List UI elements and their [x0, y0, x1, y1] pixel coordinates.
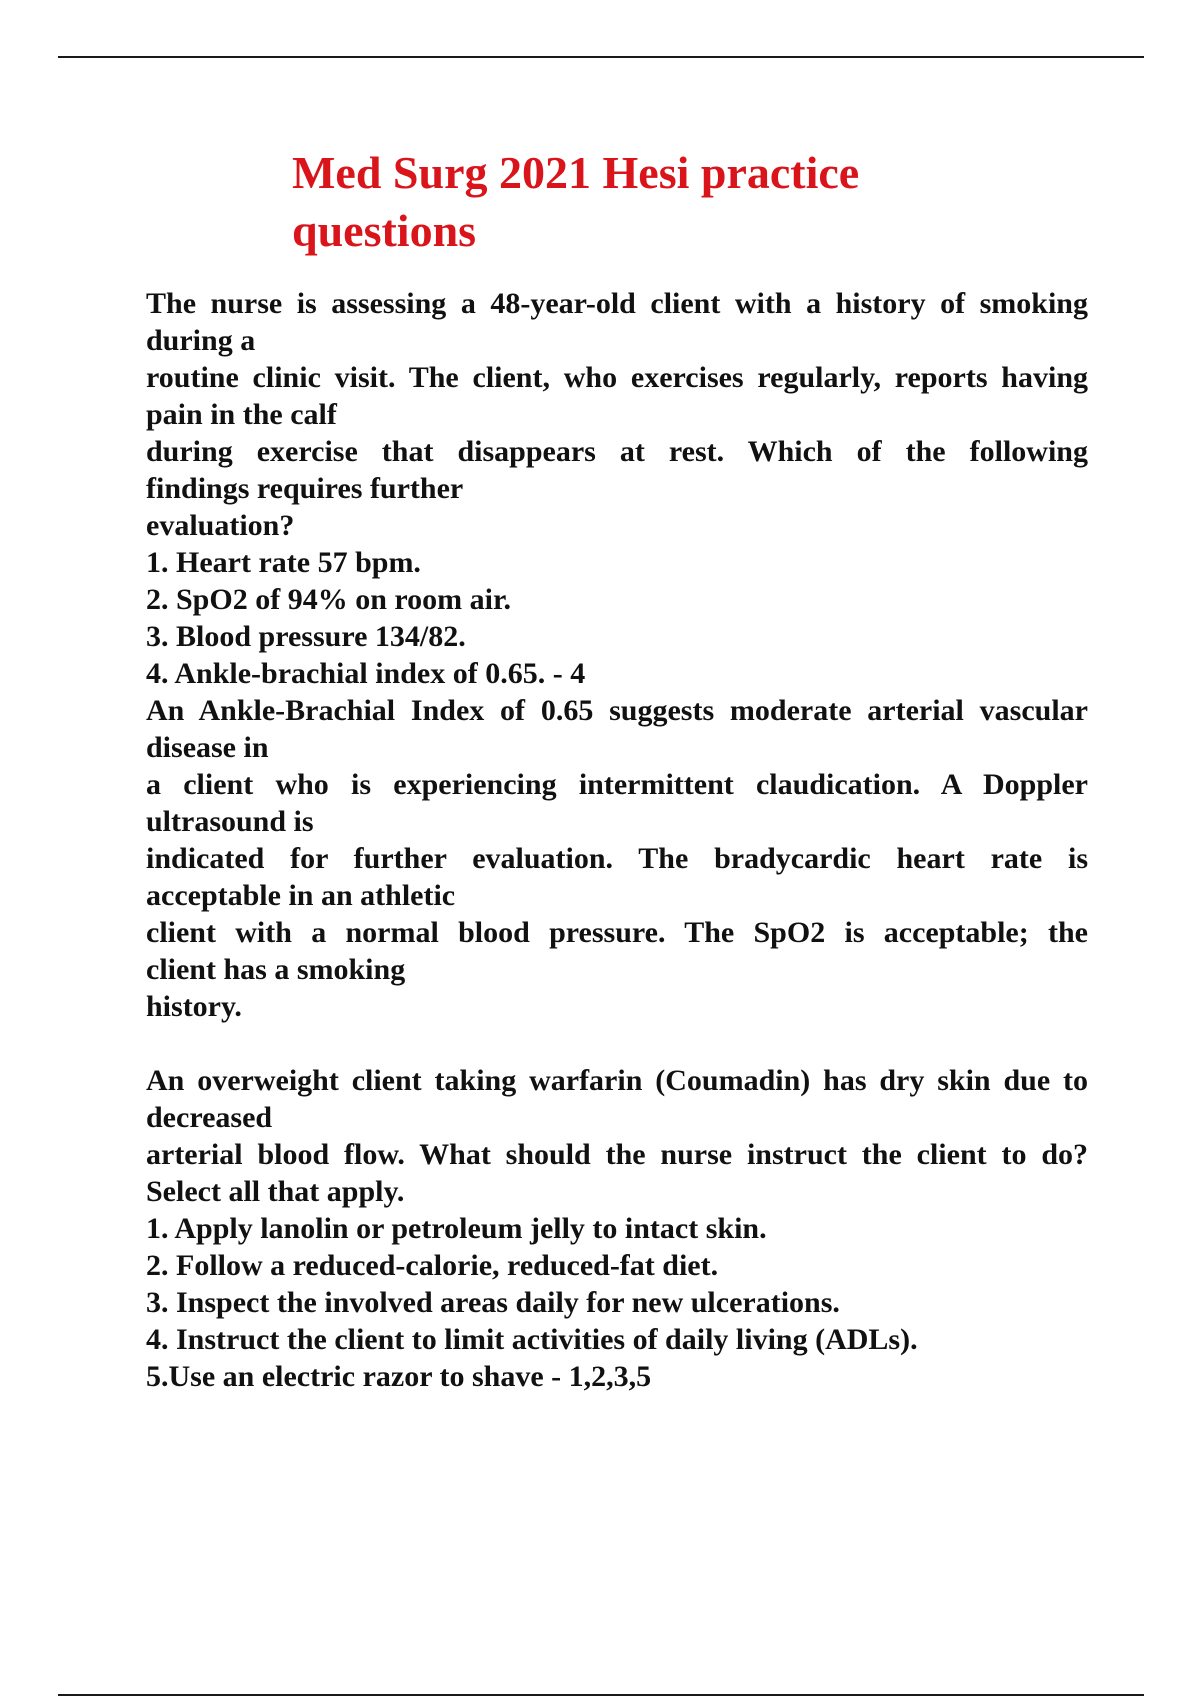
rationale-line: disease in [146, 731, 269, 764]
stem-line: routine clinic visit. The client, who exercises regularly, reports having [146, 361, 1088, 394]
rationale-line: client with a normal blood pressure. The SpO2 is acceptable; the [146, 916, 1088, 949]
document-body [146, 285, 1088, 1395]
answer-option: 3. Blood pressure 134/82. [146, 620, 466, 653]
rationale-line: ultrasound is [146, 805, 314, 838]
stem-line: pain in the calf [146, 398, 337, 431]
stem-line: arterial blood flow. What should the nurse instruct the client to do? [146, 1138, 1088, 1171]
answer-option: 4. Instruct the client to limit activities of daily living (ADLs). [146, 1323, 918, 1356]
stem-line: The nurse is assessing a 48-year-old client with a history of smoking [146, 287, 1088, 320]
answer-option: 3. Inspect the involved areas daily for new ulcerations. [146, 1286, 840, 1319]
answer-option: 2. SpO2 of 94% on room air. [146, 583, 512, 616]
answer-option: 2. Follow a reduced-calorie, reduced-fat diet. [146, 1249, 719, 1282]
title-line: Med Surg 2021 Hesi practice [292, 147, 860, 198]
document-title [292, 144, 992, 260]
rationale-line: client has a smoking [146, 953, 406, 986]
rationale-line: acceptable in an athletic [146, 879, 456, 912]
stem-line: Select all that apply. [146, 1175, 405, 1208]
header-rule [58, 56, 1144, 58]
answer-option: 5.Use an electric razor to shave - 1,2,3,5 [146, 1360, 652, 1393]
question-1-options [146, 544, 1088, 692]
footer-rule [58, 1694, 1144, 1696]
question-1-rationale [146, 692, 1088, 1025]
question-1 [146, 285, 1088, 1025]
question-2-stem [146, 1062, 1088, 1210]
stem-line: during a [146, 324, 256, 357]
stem-line: evaluation? [146, 509, 295, 542]
rationale-line: An Ankle-Brachial Index of 0.65 suggests moderate arterial vascular [146, 694, 1088, 727]
rationale-line: history. [146, 990, 242, 1023]
question-2-options [146, 1210, 1088, 1395]
stem-line: findings requires further [146, 472, 464, 505]
paragraph-gap [146, 1025, 1088, 1062]
answer-option: 1. Apply lanolin or petroleum jelly to intact skin. [146, 1212, 767, 1245]
question-2 [146, 1062, 1088, 1395]
rationale-line: a client who is experiencing intermittent claudication. A Doppler [146, 768, 1088, 801]
stem-line: during exercise that disappears at rest. Which of the following [146, 435, 1088, 468]
title-line: questions [292, 205, 477, 256]
rationale-line: indicated for further evaluation. The bradycardic heart rate is [146, 842, 1088, 875]
answer-option: 1. Heart rate 57 bpm. [146, 546, 421, 579]
answer-option: 4. Ankle-brachial index of 0.65. - 4 [146, 657, 586, 690]
stem-line: decreased [146, 1101, 273, 1134]
stem-line: An overweight client taking warfarin (Coumadin) has dry skin due to [146, 1064, 1088, 1097]
question-1-stem [146, 285, 1088, 544]
